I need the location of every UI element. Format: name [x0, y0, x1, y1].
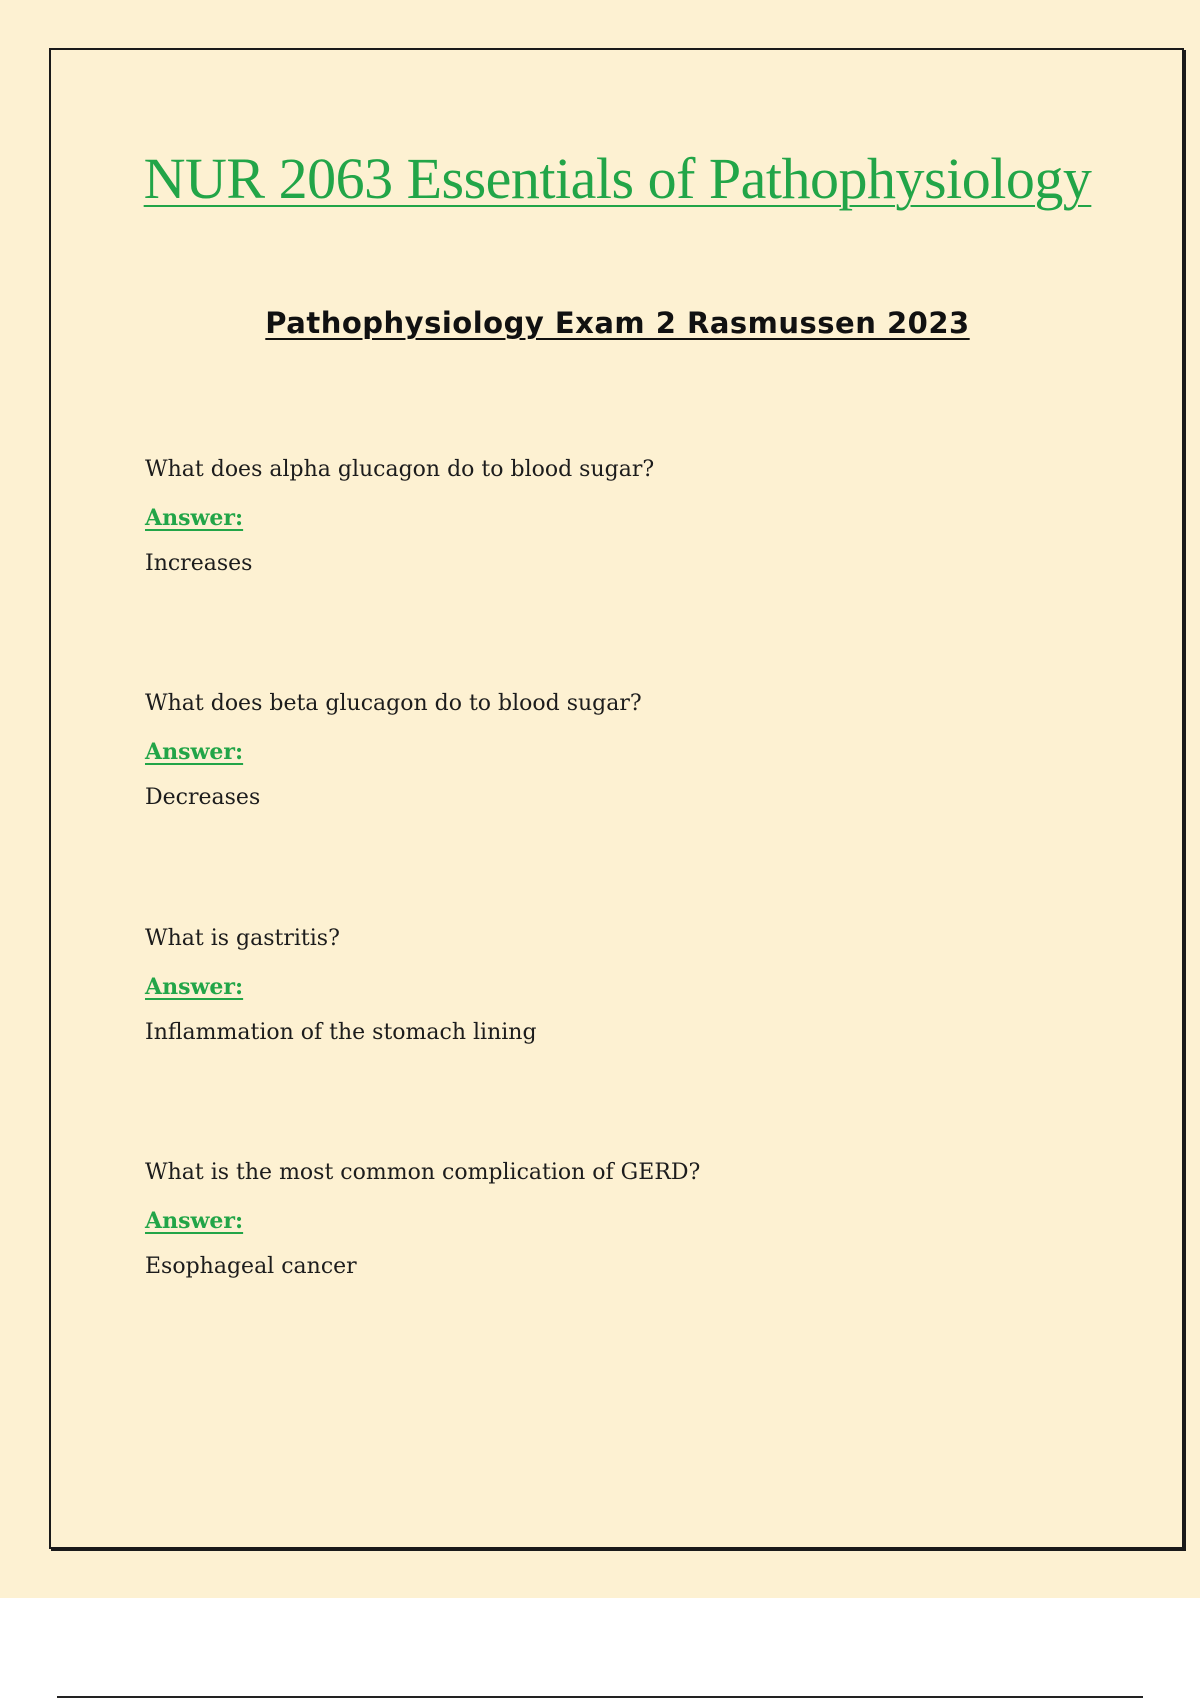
answer-label: Answer: [145, 739, 244, 765]
answer-label: Answer: [145, 1208, 244, 1234]
footer-divider [57, 1696, 1143, 1698]
document-subtitle: Pathophysiology Exam 2 Rasmussen 2023 [265, 306, 970, 340]
question-text: What is gastritis? [145, 926, 340, 951]
answer-text: Increases [145, 551, 253, 576]
answer-label: Answer: [145, 505, 244, 531]
answer-label: Answer: [145, 974, 244, 1000]
question-text: What does alpha glucagon do to blood sugar? [145, 457, 655, 482]
qa-item [145, 690, 1045, 812]
question-text: What is the most common complication of GERD? [145, 1160, 701, 1185]
answer-text: Inflammation of the stomach lining [145, 1020, 537, 1045]
qa-item [145, 925, 1045, 1047]
question-text: What does beta glucagon do to blood sugar? [145, 691, 642, 716]
answer-text: Esophageal cancer [145, 1254, 357, 1279]
qa-item [145, 456, 1045, 578]
qa-item [145, 1159, 1045, 1281]
document-title: NUR 2063 Essentials of Pathophysiology [143, 146, 1092, 211]
answer-text: Decreases [145, 785, 261, 810]
